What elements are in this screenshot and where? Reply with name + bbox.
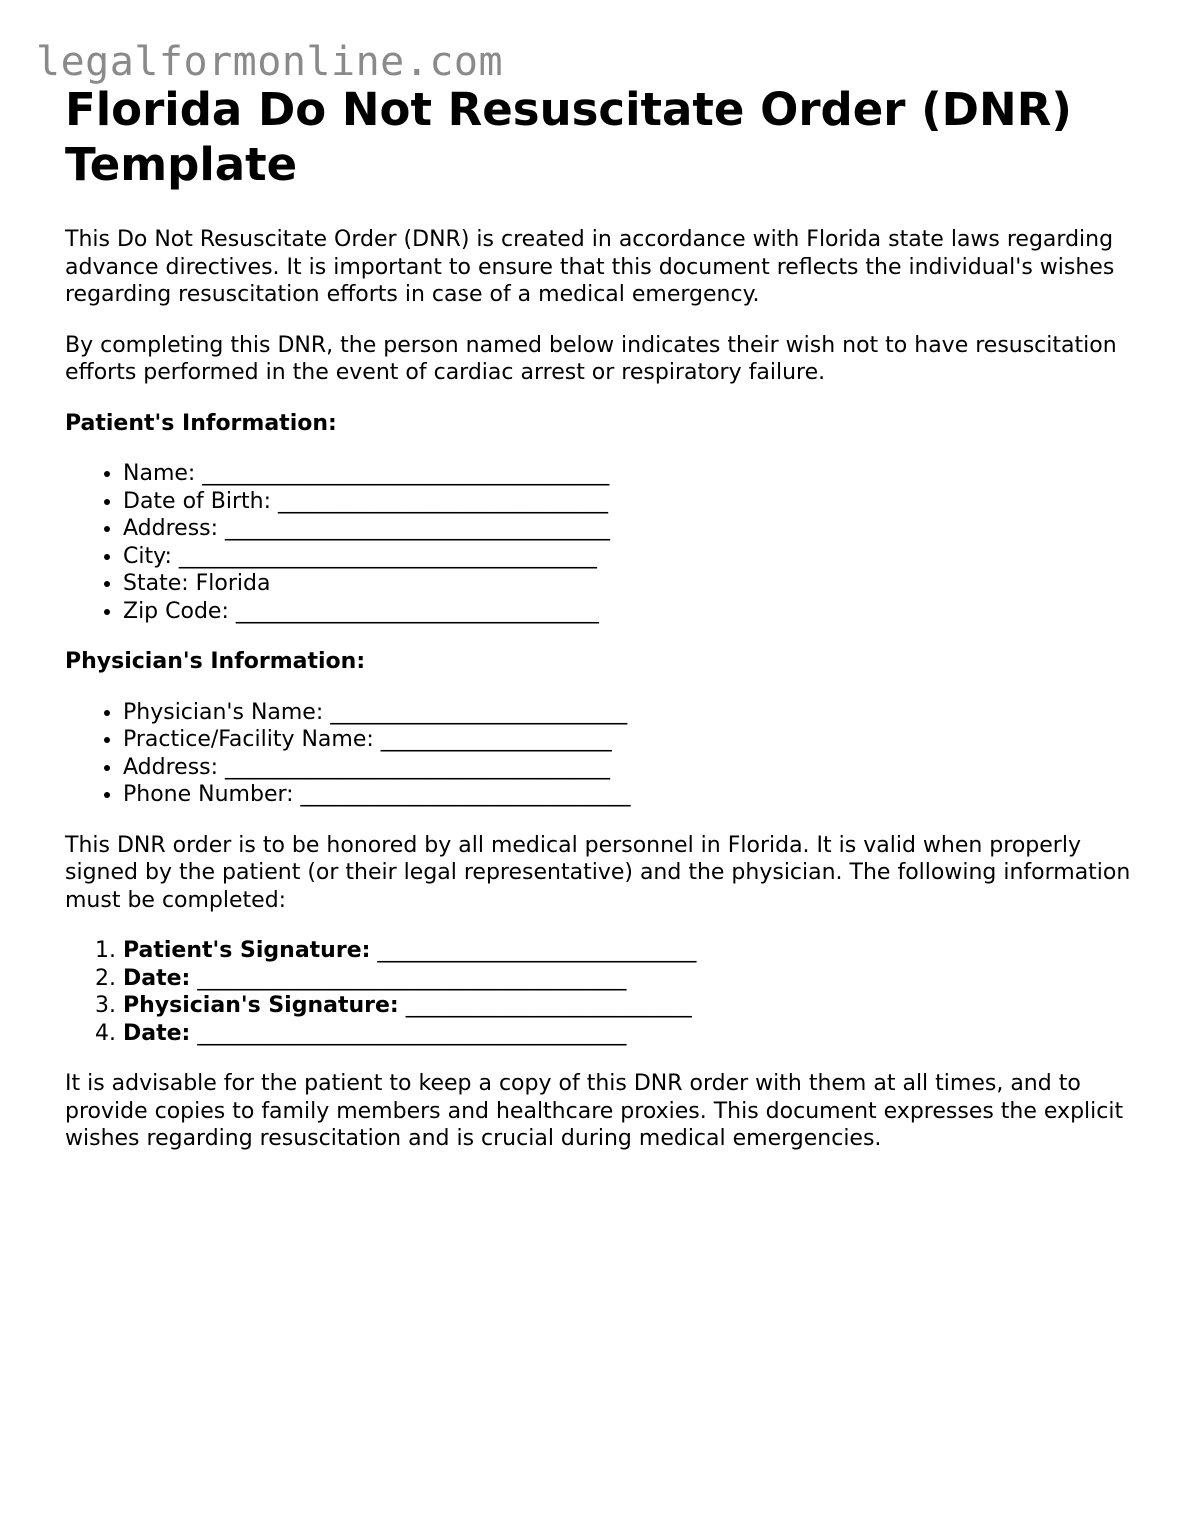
document-title: Florida Do Not Resuscitate Order (DNR) Template	[65, 83, 1072, 191]
practice-name-field: • Practice/Facility Name: _____________________	[123, 726, 1145, 754]
patient-info-heading: Patient's Information:	[65, 410, 337, 436]
signature-list	[65, 937, 1145, 1047]
physician-address-field: • Address: ___________________________________	[123, 754, 1145, 782]
physician-info-heading: Physician's Information:	[65, 649, 366, 674]
site-watermark: legalformonline.com	[36, 39, 504, 85]
signature-label: Patient's Signature:	[123, 938, 371, 963]
patient-address-field: • Address: ___________________________________	[123, 515, 1145, 543]
signature-blank: _______________________________________	[190, 1020, 627, 1046]
signature-item	[123, 1020, 1145, 1048]
physician-info-list	[65, 699, 1145, 809]
validity-paragraph: This DNR order is to be honored by all medical personnel in Florida. It is valid when properly signed by the patient (or their legal representative) and the physician. The following information must be completed:	[65, 832, 1131, 913]
intro-paragraph-2: By completing this DNR, the person named below indicates their wish not to have resuscitation efforts performed in the event of cardiac arrest or respiratory failure.	[65, 332, 1117, 385]
signature-blank: _______________________________________	[190, 965, 627, 991]
signature-label: Physician's Signature:	[123, 993, 399, 1018]
signature-label: Date:	[123, 965, 191, 991]
signature-blank: _____________________________	[370, 938, 697, 963]
document-body	[65, 82, 1145, 1153]
patient-city-field: • City: ______________________________________	[123, 543, 1145, 571]
physician-phone-field: • Phone Number: ______________________________	[123, 781, 1145, 809]
intro-paragraph: This Do Not Resuscitate Order (DNR) is created in accordance with Florida state laws regarding advance directives. It is important to ensure that this document reflects the individual's wishes regarding resuscitation efforts in case of a medical emergency.	[65, 227, 1115, 307]
patient-state-field: • State: Florida	[123, 570, 1145, 598]
signature-item	[123, 965, 1145, 993]
signature-item	[123, 937, 1145, 965]
patient-name-field: • Name: _____________________________________	[123, 460, 1145, 488]
signature-label: Date:	[123, 1020, 191, 1046]
signature-blank: __________________________	[398, 993, 692, 1018]
patient-dob-field: • Date of Birth: ______________________________	[123, 488, 1145, 516]
physician-name-field: • Physician's Name: ___________________________	[123, 699, 1145, 727]
patient-zip-field: • Zip Code: _________________________________	[123, 598, 1145, 626]
signature-item	[123, 992, 1145, 1020]
closing-paragraph: It is advisable for the patient to keep a copy of this DNR order with them at all times, and to provide copies to family members and healthcare proxies. This document expresses the explicit wishes regarding resuscitation and is crucial during medical emergencies.	[65, 1071, 1124, 1151]
patient-info-list	[65, 460, 1145, 625]
